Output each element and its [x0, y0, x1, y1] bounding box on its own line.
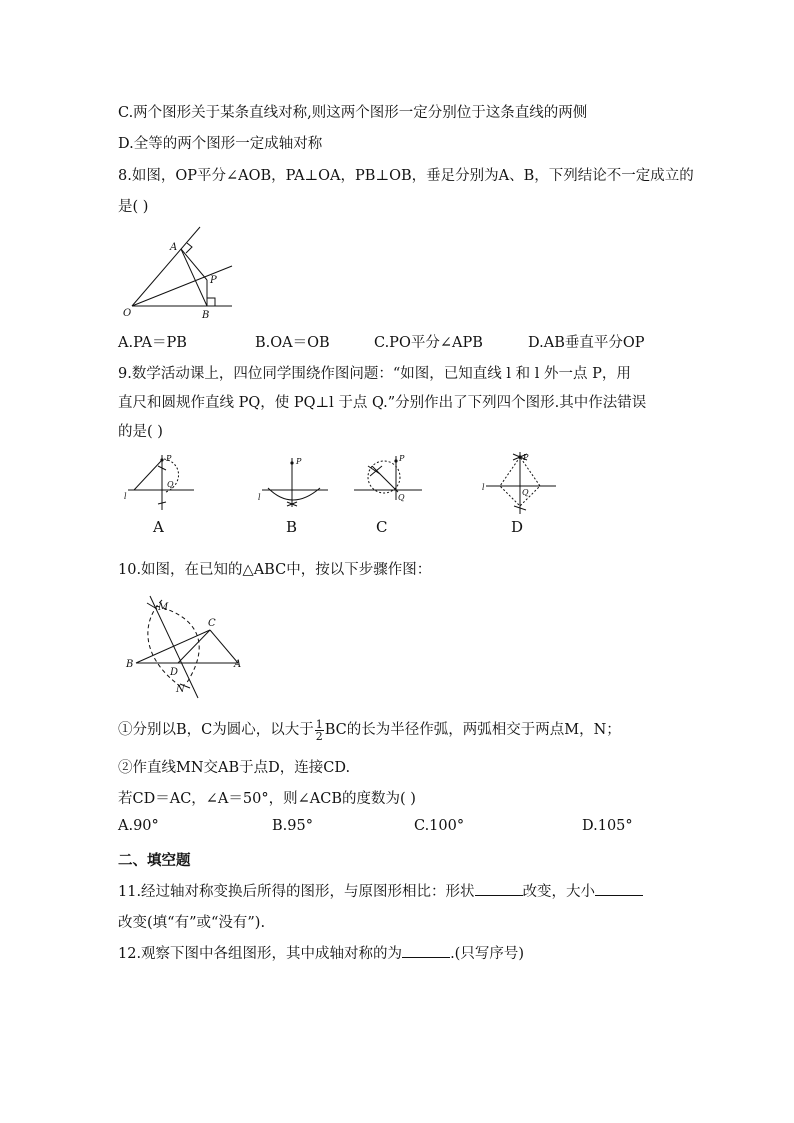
q12-part1: 12.观察下图中各组图形，其中成轴对称的为 — [118, 946, 403, 962]
q9-figure-a — [120, 452, 200, 514]
label-l: l — [482, 483, 485, 492]
q9-caption-b[interactable]: B — [286, 518, 298, 536]
point-p — [290, 461, 293, 464]
point-p — [394, 459, 397, 462]
ray-op — [132, 266, 232, 306]
q12-line — [118, 942, 524, 963]
fraction-numerator: 1 — [315, 717, 323, 731]
label-n: N — [176, 684, 185, 695]
q11-part2: 改变，大小 — [522, 884, 596, 900]
label-a: A — [234, 659, 242, 670]
label-d: D — [170, 667, 179, 678]
q8-option-a[interactable]: A.PA＝PB — [118, 335, 187, 351]
q10-option-c[interactable]: C.100° — [414, 818, 465, 834]
q9-stem-line3: 的是( ) — [118, 424, 163, 440]
right-angle-mark-a — [186, 243, 192, 253]
q10-step1-post: BC的长为半径作弧，两弧相交于两点M，N； — [324, 722, 621, 738]
label-l: l — [124, 492, 127, 501]
point-p — [518, 455, 521, 458]
q9-stem-line2: 直尺和圆规作直线 PQ，使 PQ⊥l 于点 Q.”分别作出了下列四个图形.其中作法错误 — [118, 395, 647, 411]
label-p: P — [399, 454, 405, 463]
q11-blank-shape[interactable] — [475, 881, 523, 896]
q12-part2: .(只写序号) — [450, 946, 524, 962]
label-b: B — [202, 310, 210, 321]
q10-option-a[interactable]: A.90° — [118, 818, 159, 834]
label-q: Q — [167, 480, 174, 489]
q10-condition: 若CD＝AC，∠A＝50°，则∠ACB的度数为( ) — [118, 791, 416, 807]
section-title-fill-in: 二、填空题 — [118, 852, 191, 869]
q10-step2: ②作直线MN交AB于点D，连接CD. — [118, 760, 351, 776]
label-p: P — [296, 457, 302, 466]
label-m: M — [158, 602, 169, 613]
q9-figure-b — [254, 452, 334, 514]
q9-stem-line1: 9.数学活动课上，四位同学围绕作图问题：“如图，已知直线 l 和 l 外一点 P，用 — [118, 366, 631, 382]
label-l: l — [258, 493, 261, 502]
q8-stem-line1: 8.如图，OP平分∠AOB，PA⊥OA，PB⊥OB，垂足分别为A、B，下列结论不一定成立的 — [118, 168, 694, 184]
q11-part1: 11.经过轴对称变换后所得的图形，与原图形相比：形状 — [118, 884, 475, 900]
q8-option-d[interactable]: D.AB垂直平分OP — [528, 335, 645, 351]
q10-figure — [120, 588, 260, 700]
fraction-denominator: 2 — [315, 729, 323, 743]
q9-caption-d[interactable]: D — [511, 518, 524, 536]
q9-caption-c[interactable]: C — [376, 518, 388, 536]
label-b: B — [126, 659, 134, 670]
q9-figure-c — [350, 452, 430, 514]
label-o: O — [123, 308, 132, 319]
q8-stem-line2: 是( ) — [118, 199, 149, 215]
fraction-one-half — [315, 719, 324, 742]
q10-stem: 10.如图，在已知的△ABC中，按以下步骤作图： — [118, 562, 432, 578]
q8-option-b[interactable]: B.OA＝OB — [255, 335, 330, 351]
q11-blank-size[interactable] — [595, 881, 643, 896]
q9-figure-d — [480, 448, 560, 514]
right-angle-mark-b — [207, 298, 215, 306]
q10-step1-pre: ①分别以B，C为圆心，以大于 — [118, 722, 314, 738]
q7-option-d: D.全等的两个图形一定成轴对称 — [118, 136, 323, 152]
label-c: C — [208, 618, 216, 629]
label-a: A — [170, 242, 178, 253]
q10-option-d[interactable]: D.105° — [582, 818, 633, 834]
label-q: Q — [398, 493, 405, 502]
q11-line1 — [118, 880, 643, 901]
q9-caption-a[interactable]: A — [153, 518, 164, 536]
label-p: P — [166, 454, 172, 463]
q10-option-b[interactable]: B.95° — [272, 818, 313, 834]
point-p — [160, 458, 163, 461]
q7-option-c: C.两个图形关于某条直线对称,则这两个图形一定分别位于这条直线的两侧 — [118, 105, 588, 121]
segment-cd — [178, 630, 210, 663]
label-p: P — [210, 275, 217, 286]
label-q: Q — [522, 488, 529, 497]
q8-option-c[interactable]: C.PO平分∠APB — [374, 335, 483, 351]
q11-line2: 改变(填“有”或“没有”). — [118, 915, 266, 931]
label-p: P — [523, 453, 529, 462]
q12-blank[interactable] — [402, 943, 450, 958]
segment-ap — [181, 249, 207, 280]
ray-oa — [132, 227, 200, 306]
q8-figure — [118, 222, 238, 321]
q10-step1 — [118, 718, 621, 742]
